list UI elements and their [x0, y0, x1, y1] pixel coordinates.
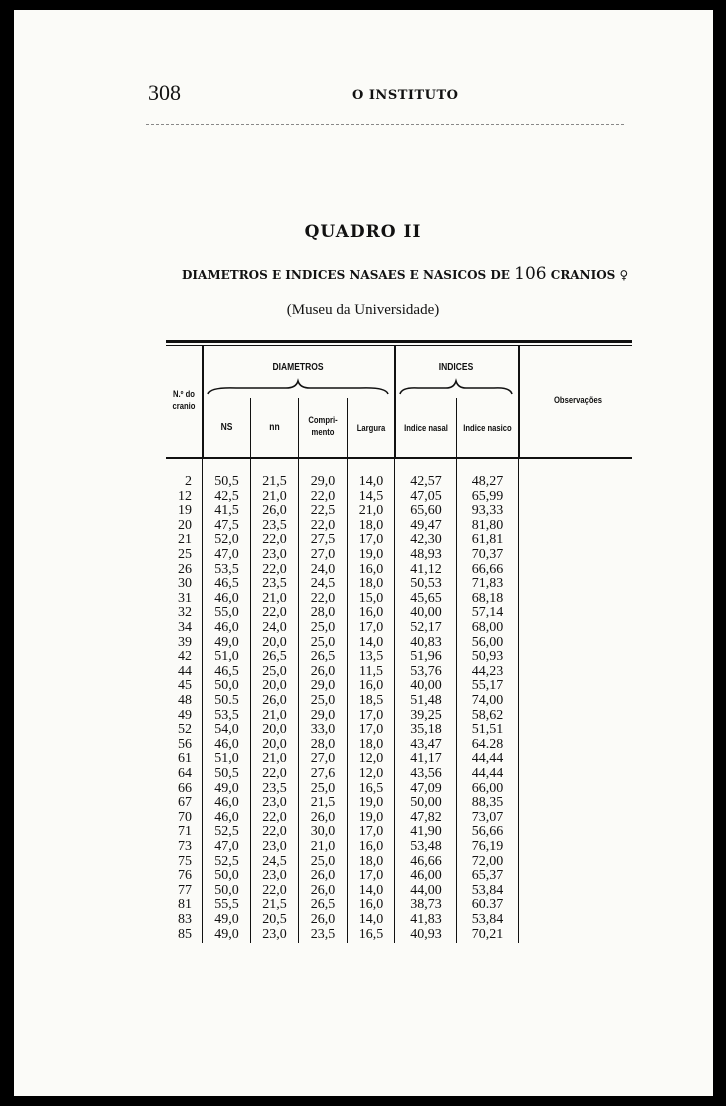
- cell-indice-nasal: 45,65: [410, 590, 442, 606]
- cell-nn: 23,5: [262, 576, 287, 592]
- cell-indice-nasal: 49,47: [410, 517, 442, 533]
- cell-largura: 17,0: [358, 824, 384, 840]
- cell-nn: 23,0: [262, 839, 287, 854]
- cell-indice-nasal: 47,09: [410, 780, 442, 796]
- cell-ns: 53,5: [214, 707, 239, 723]
- cell-indice-nasal: 42,57: [410, 474, 442, 489]
- cell-ns: 54,0: [214, 722, 239, 738]
- cell-craneo: 19: [178, 503, 192, 519]
- cell-indice-nasico: 44,44: [471, 751, 504, 767]
- cell-indice-nasico: 70,21: [471, 926, 504, 942]
- cell-indice-nasico: 71,83: [471, 576, 504, 592]
- cell-indice-nasico: 66,66: [471, 561, 504, 577]
- cell-indice-nasico: 64.28: [471, 736, 504, 752]
- cell-indice-nasico: 93,33: [471, 503, 504, 519]
- cell-ns: 46,0: [214, 590, 239, 606]
- cell-indice-nasico: 74,00: [471, 693, 504, 708]
- cell-craneo: 21: [178, 532, 192, 548]
- cell-largura: 18,5: [358, 693, 384, 708]
- cell-largura: 16,5: [358, 926, 384, 942]
- cell-craneo: 83: [178, 912, 192, 927]
- cell-nn: 22,0: [262, 882, 287, 898]
- cell-ns: 49,0: [214, 926, 239, 942]
- cell-indice-nasico: 57,14: [471, 605, 504, 621]
- cell-indice-nasal: 53,48: [410, 839, 442, 854]
- cell-comprimento: 29,0: [310, 707, 336, 723]
- table-subtitle: [182, 264, 628, 284]
- cell-indice-nasico: 68,18: [471, 590, 504, 606]
- cell-ns: 50,0: [214, 868, 239, 884]
- cell-indice-nasico: 53,84: [471, 882, 504, 898]
- column-divider-diametros: [394, 346, 396, 459]
- cell-craneo: 32: [178, 605, 192, 621]
- cell-largura: 16,0: [358, 897, 384, 913]
- cell-ns: 46,5: [214, 576, 239, 592]
- column-divider-indices: [518, 346, 520, 459]
- cell-ns: 42,5: [214, 488, 239, 504]
- cell-craneo: 44: [178, 663, 192, 679]
- cell-ns: 50.5: [214, 693, 239, 708]
- subtitle-count: 106: [514, 264, 547, 284]
- cell-indice-nasal: 40,00: [410, 678, 442, 694]
- cell-craneo: 30: [178, 576, 192, 592]
- cell-indice-nasal: 41,83: [410, 912, 442, 927]
- cell-craneo: 45: [178, 678, 192, 694]
- cell-craneo: 81: [178, 897, 192, 913]
- cell-indice-nasal: 40,83: [410, 634, 442, 650]
- cell-ns: 50,0: [214, 882, 239, 898]
- cell-largura: 19,0: [358, 547, 384, 562]
- column-divider-indices-body: [518, 459, 519, 943]
- cell-comprimento: 26,5: [310, 897, 336, 913]
- cell-nn: 26,0: [262, 693, 287, 708]
- cell-largura: 17,0: [358, 722, 384, 738]
- cell-indice-nasal: 65,60: [410, 503, 442, 519]
- cell-craneo: 64: [178, 766, 192, 781]
- cell-largura: 16,0: [358, 561, 384, 577]
- cell-indice-nasico: 51,51: [471, 722, 504, 738]
- cell-indice-nasico: 44,23: [471, 663, 504, 679]
- cell-largura: 18,0: [358, 736, 384, 752]
- cell-craneo: 20: [178, 517, 192, 533]
- cell-comprimento: 22,0: [310, 590, 336, 606]
- cell-nn: 26,5: [262, 649, 287, 665]
- brace-diametros: [206, 378, 390, 398]
- cell-ns: 46,5: [214, 663, 239, 679]
- cell-nn: 22,0: [262, 824, 287, 840]
- cell-largura: 18,0: [358, 853, 384, 869]
- cell-indice-nasico: 66,00: [471, 780, 504, 796]
- cell-ns: 49,0: [214, 912, 239, 927]
- cell-nn: 24,5: [262, 853, 287, 869]
- cell-indice-nasal: 50,53: [410, 576, 442, 592]
- cell-craneo: 48: [178, 693, 192, 708]
- cell-largura: 16,5: [358, 780, 384, 796]
- cell-largura: 12,0: [358, 751, 384, 767]
- cell-craneo: 56: [178, 736, 192, 752]
- cell-indice-nasico: 70,37: [471, 547, 504, 562]
- header-indice-nasal: Indice nasal: [404, 423, 448, 433]
- cell-largura: 19,0: [358, 809, 384, 825]
- cell-nn: 21,0: [262, 488, 287, 504]
- table-top-rule-thin: [166, 345, 632, 346]
- cell-ns: 46,0: [214, 736, 239, 752]
- cell-craneo: 34: [178, 620, 192, 635]
- cell-ns: 47,5: [214, 517, 239, 533]
- cell-ns: 52,5: [214, 824, 239, 840]
- cell-largura: 17,0: [358, 868, 384, 884]
- page-number: 308: [148, 80, 181, 105]
- cell-indice-nasal: 46,66: [410, 853, 442, 869]
- cell-largura: 19,0: [358, 795, 384, 811]
- cell-comprimento: 24,5: [310, 576, 336, 592]
- brace-indices: [398, 378, 514, 398]
- cell-indice-nasal: 43,47: [410, 736, 442, 752]
- cell-ns: 49,0: [214, 780, 239, 796]
- cell-indice-nasal: 53,76: [410, 663, 442, 679]
- header-craneo: N.º do cranio: [172, 389, 196, 411]
- cell-indice-nasico: 44,44: [471, 766, 504, 781]
- header-indices: INDICES: [438, 362, 474, 373]
- cell-comprimento: 28,0: [310, 736, 336, 752]
- cell-indice-nasico: 65,99: [471, 488, 504, 504]
- cell-ns: 46,0: [214, 620, 239, 635]
- cell-nn: 23,0: [262, 795, 287, 811]
- cell-indice-nasal: 35,18: [410, 722, 442, 738]
- header-rule: [146, 124, 624, 126]
- cell-largura: 14,0: [358, 474, 384, 489]
- cell-ns: 46,0: [214, 809, 239, 825]
- cell-ns: 55,0: [214, 605, 239, 621]
- cell-largura: 17,0: [358, 620, 384, 635]
- cell-ns: 46,0: [214, 795, 239, 811]
- cell-largura: 14,0: [358, 634, 384, 650]
- cell-comprimento: 22,5: [310, 503, 336, 519]
- cell-ns: 51,0: [214, 649, 239, 665]
- cell-comprimento: 23,5: [310, 926, 336, 942]
- cell-comprimento: 27,5: [310, 532, 336, 548]
- cell-indice-nasal: 41,90: [410, 824, 442, 840]
- column-divider-comprimento: [347, 398, 348, 459]
- header-indice-nasico: Indice nasico: [463, 423, 512, 433]
- column-divider-diametros-body: [394, 459, 395, 943]
- cell-largura: 17,0: [358, 707, 384, 723]
- running-head: O INSTITUTO: [352, 88, 459, 103]
- cell-indice-nasal: 52,17: [410, 620, 442, 635]
- cell-largura: 16,0: [358, 605, 384, 621]
- cell-nn: 26,0: [262, 503, 287, 519]
- cell-indice-nasico: 73,07: [471, 809, 504, 825]
- cell-indice-nasico: 60.37: [471, 897, 504, 913]
- cell-nn: 25,0: [262, 663, 287, 679]
- cell-ns: 53,5: [214, 561, 239, 577]
- cell-craneo: 71: [178, 824, 192, 840]
- cell-nn: 20,0: [262, 722, 287, 738]
- cell-nn: 21,0: [262, 590, 287, 606]
- cell-ns: 50,5: [214, 474, 239, 489]
- header-comprimento: Compri-mento: [308, 415, 338, 437]
- cell-craneo: 75: [178, 853, 192, 869]
- cell-ns: 47,0: [214, 547, 239, 562]
- cell-indice-nasico: 53,84: [471, 912, 504, 927]
- cell-craneo: 61: [178, 751, 192, 767]
- cell-nn: 21,0: [262, 751, 287, 767]
- cell-ns: 47,0: [214, 839, 239, 854]
- cell-indice-nasal: 41,12: [410, 561, 442, 577]
- header-nn: nn: [269, 422, 280, 433]
- cell-indice-nasico: 56,66: [471, 824, 504, 840]
- subtitle-text-before: DIAMETROS E INDICES NASAES E NASICOS DE: [182, 268, 515, 282]
- cell-nn: 22,0: [262, 561, 287, 577]
- cell-comprimento: 21,5: [310, 795, 336, 811]
- cell-indice-nasico: 76,19: [471, 839, 504, 854]
- cell-ns: 52,0: [214, 532, 239, 548]
- cell-ns: 41,5: [214, 503, 239, 519]
- cell-craneo: 76: [178, 868, 192, 884]
- cell-comprimento: 24,0: [310, 561, 336, 577]
- cell-comprimento: 26,0: [310, 663, 336, 679]
- cell-comprimento: 33,0: [310, 722, 336, 738]
- cell-nn: 22,0: [262, 605, 287, 621]
- cell-nn: 22,0: [262, 766, 287, 781]
- cell-largura: 18,0: [358, 576, 384, 592]
- cell-indice-nasal: 42,30: [410, 532, 442, 548]
- cell-indice-nasal: 50,00: [410, 795, 442, 811]
- column-divider-craneo: [202, 346, 204, 459]
- cell-indice-nasico: 56,00: [471, 634, 504, 650]
- cell-indice-nasico: 65,37: [471, 868, 504, 884]
- cell-comprimento: 26,0: [310, 912, 336, 927]
- header-largura: Largura: [356, 423, 386, 433]
- cell-nn: 23,0: [262, 868, 287, 884]
- cell-comprimento: 26,0: [310, 868, 336, 884]
- cell-ns: 51,0: [214, 751, 239, 767]
- cell-comprimento: 25,0: [310, 780, 336, 796]
- cell-largura: 16,0: [358, 678, 384, 694]
- cell-indice-nasico: 48,27: [471, 474, 504, 489]
- cell-comprimento: 27,0: [310, 547, 336, 562]
- cell-craneo: 85: [178, 926, 192, 942]
- cell-indice-nasico: 88,35: [471, 795, 504, 811]
- cell-indice-nasal: 40,93: [410, 926, 442, 942]
- header-diametros: DIAMETROS: [272, 362, 324, 373]
- cell-nn: 22,0: [262, 532, 287, 548]
- cell-nn: 22,0: [262, 809, 287, 825]
- column-divider-indice-nasal: [456, 398, 457, 459]
- cell-ns: 55,5: [214, 897, 239, 913]
- cell-indice-nasico: 68,00: [471, 620, 504, 635]
- cell-nn: 20,0: [262, 736, 287, 752]
- cell-comprimento: 25,0: [310, 853, 336, 869]
- cell-largura: 14,5: [358, 488, 384, 504]
- cell-indice-nasal: 47,05: [410, 488, 442, 504]
- cell-largura: 11,5: [359, 663, 383, 679]
- cell-largura: 12,0: [358, 766, 384, 781]
- cell-nn: 24,0: [262, 620, 287, 635]
- cell-craneo: 12: [178, 488, 192, 504]
- cell-largura: 16,0: [358, 839, 384, 854]
- cell-comprimento: 26,5: [310, 649, 336, 665]
- cell-nn: 21,0: [262, 707, 287, 723]
- cell-largura: 21,0: [358, 503, 384, 519]
- cell-indice-nasico: 72,00: [471, 853, 504, 869]
- cell-largura: 15,0: [358, 590, 384, 606]
- header-observacoes: Observações: [553, 395, 603, 405]
- cell-craneo: 73: [178, 839, 192, 854]
- cell-comprimento: 21,0: [310, 839, 336, 854]
- cell-comprimento: 25,0: [310, 693, 336, 708]
- cell-indice-nasico: 55,17: [471, 678, 504, 694]
- cell-comprimento: 28,0: [310, 605, 336, 621]
- cell-nn: 21,5: [262, 474, 287, 489]
- cell-nn: 20,0: [262, 678, 287, 694]
- cell-indice-nasal: 41,17: [410, 751, 442, 767]
- cell-largura: 14,0: [358, 912, 384, 927]
- cell-nn: 23,5: [262, 780, 287, 796]
- cell-comprimento: 27,0: [310, 751, 336, 767]
- cell-nn: 23,5: [262, 517, 287, 533]
- cell-comprimento: 29,0: [310, 474, 336, 489]
- cell-comprimento: 22,0: [310, 517, 336, 533]
- cell-ns: 52,5: [214, 853, 239, 869]
- cell-nn: 21,5: [262, 897, 287, 913]
- cell-largura: 17,0: [358, 532, 384, 548]
- cell-craneo: 31: [178, 590, 192, 606]
- cell-largura: 18,0: [358, 517, 384, 533]
- table-top-rule-thick: [166, 340, 632, 343]
- cell-indice-nasico: 61,81: [471, 532, 504, 548]
- cell-indice-nasal: 46,00: [410, 868, 442, 884]
- cell-indice-nasico: 58,62: [471, 707, 504, 723]
- cell-comprimento: 29,0: [310, 678, 336, 694]
- column-divider-nn: [298, 398, 299, 459]
- cell-craneo: 39: [178, 634, 192, 650]
- cell-indice-nasal: 44,00: [410, 882, 442, 898]
- cell-indice-nasico: 81,80: [471, 517, 504, 533]
- cell-nn: 20,5: [262, 912, 287, 927]
- cell-craneo: 2: [185, 474, 192, 489]
- museum-note: (Museu da Universidade): [286, 302, 440, 318]
- cell-indice-nasico: 50,93: [471, 649, 504, 665]
- cell-indice-nasal: 39,25: [410, 707, 442, 723]
- cell-craneo: 49: [178, 707, 192, 723]
- cell-craneo: 70: [178, 809, 192, 825]
- cell-comprimento: 26,0: [310, 882, 336, 898]
- cell-craneo: 52: [178, 722, 192, 738]
- cell-craneo: 42: [178, 649, 192, 665]
- table-header-bottom-rule: [166, 457, 632, 459]
- cell-comprimento: 26,0: [310, 809, 336, 825]
- cell-craneo: 66: [178, 780, 192, 796]
- cell-craneo: 26: [178, 561, 192, 577]
- cell-ns: 50,5: [214, 766, 239, 781]
- cell-nn: 20,0: [262, 634, 287, 650]
- cell-largura: 14,0: [358, 882, 384, 898]
- cell-ns: 50,0: [214, 678, 239, 694]
- cell-largura: 13,5: [358, 649, 384, 665]
- cell-comprimento: 22,0: [310, 488, 336, 504]
- cell-craneo: 77: [178, 882, 192, 898]
- cell-ns: 49,0: [214, 634, 239, 650]
- cell-comprimento: 30,0: [310, 824, 336, 840]
- cell-indice-nasal: 40,00: [410, 605, 442, 621]
- cell-nn: 23,0: [262, 547, 287, 562]
- header-ns: NS: [220, 422, 233, 433]
- table-title: QUADRO II: [304, 222, 422, 242]
- cell-indice-nasal: 47,82: [410, 809, 442, 825]
- cell-comprimento: 25,0: [310, 620, 336, 635]
- cell-indice-nasal: 51,48: [410, 693, 442, 708]
- cell-craneo: 67: [178, 795, 192, 811]
- cell-nn: 23,0: [262, 926, 287, 942]
- cell-indice-nasal: 43,56: [410, 766, 442, 781]
- cell-indice-nasal: 51,96: [410, 649, 442, 665]
- cell-comprimento: 25,0: [310, 634, 336, 650]
- cell-craneo: 25: [178, 547, 192, 562]
- cell-indice-nasal: 48,93: [410, 547, 442, 562]
- cell-indice-nasal: 38,73: [410, 897, 442, 913]
- column-divider-ns: [250, 398, 251, 459]
- cell-comprimento: 27,6: [310, 766, 336, 781]
- subtitle-text-after: CRANIOS ♀: [546, 268, 629, 282]
